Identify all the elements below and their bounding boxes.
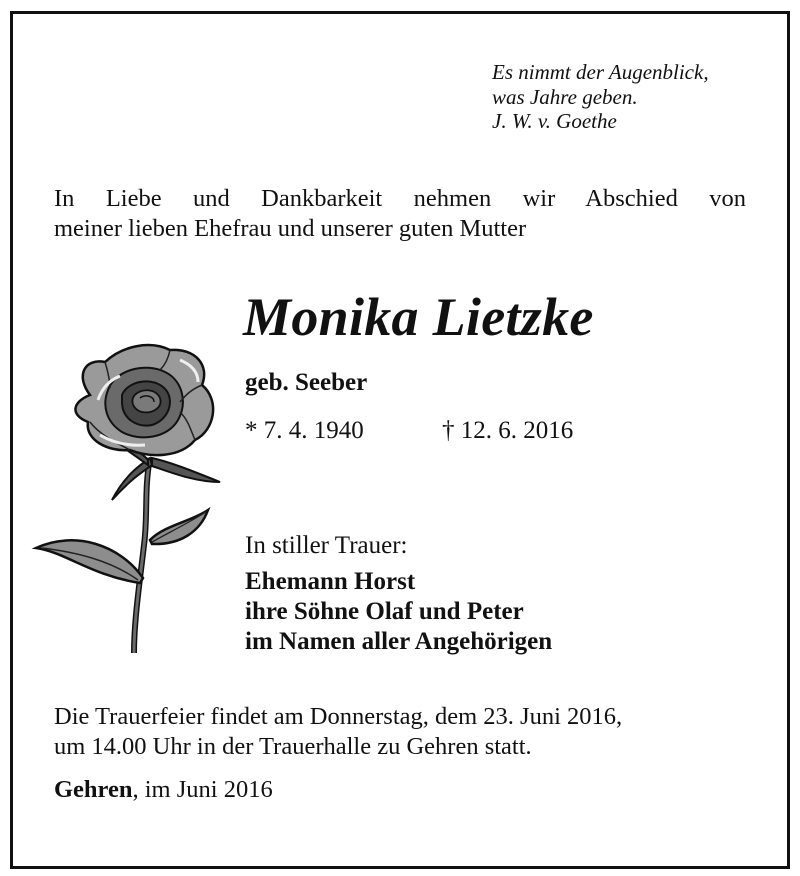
place-date <box>54 775 273 805</box>
funeral-line: um 14.00 Uhr in der Trauerhalle zu Gehren statt. <box>54 733 532 760</box>
goethe-quote <box>492 60 709 134</box>
quote-author: J. W. v. Goethe <box>492 109 617 133</box>
place-name: Gehren <box>54 776 133 803</box>
rose-icon <box>30 340 235 655</box>
quote-line: Es nimmt der Augenblick, <box>492 60 709 84</box>
mourner-line: im Namen aller Angehörigen <box>245 628 553 655</box>
intro-text <box>54 184 746 244</box>
mourner-line: ihre Söhne Olaf und Peter <box>245 598 524 625</box>
maiden-name: geb. Seeber <box>245 369 368 396</box>
mourners-list <box>245 567 552 657</box>
closing-date: , im Juni 2016 <box>132 776 273 803</box>
intro-line: meiner lieben Ehefrau und unserer guten Mutter <box>54 215 527 242</box>
quote-line: was Jahre geben. <box>492 84 638 109</box>
intro-line: In Liebe und Dankbarkeit nehmen wir Abschied von <box>54 185 746 212</box>
deceased-name: Monika Lietzke <box>243 287 594 347</box>
death-date: † 12. 6. 2016 <box>442 417 574 444</box>
birth-date: * 7. 4. 1940 <box>245 417 364 444</box>
mourner-line: Ehemann Horst <box>245 568 416 595</box>
mourning-label: In stiller Trauer: <box>245 532 408 559</box>
funeral-info <box>54 702 622 762</box>
funeral-line: Die Trauerfeier findet am Donnerstag, dem 23. Juni 2016, <box>54 703 623 730</box>
